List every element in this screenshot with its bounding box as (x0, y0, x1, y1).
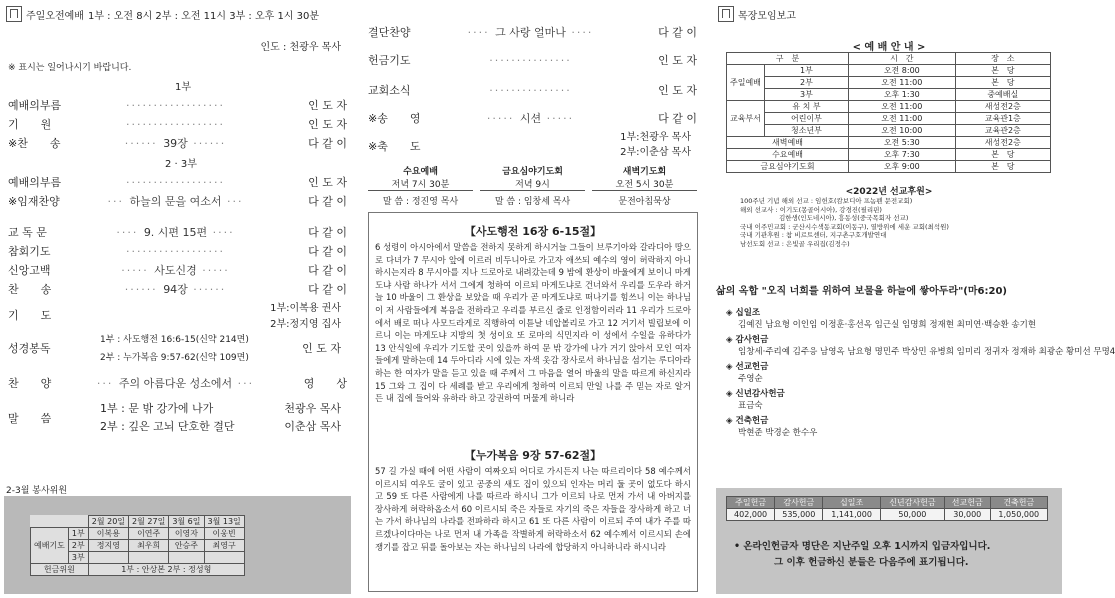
order-of-service-column (0, 0, 355, 598)
church-logo-icon (6, 6, 22, 22)
order-row: ※송 영 ····· 시션 ····· 다 같 이 (368, 112, 697, 125)
reading-2: 2부 : 누가복음 9:57-62(신약 109면) (100, 353, 249, 363)
benediction-2: 2부:이춘삼 목사 (620, 147, 691, 158)
schedule-table: 구 분 시 간 장 소 주일예배 1부 오전 8:00 본 당 2부 오전 11:00 본 당 3부 오후 1:30 중예배실 교육부서 유 치 부 오전 11:00 새성전2층 어린이부 오전 11:00 교육관1층 청소년부 오전 10:00 교육관2층 새벽예배 오전 5:30 새성전2층 수요예배 오후 7:30 본 당 금요심야기도회 오후 9:00 본 당 (726, 52, 1051, 173)
header (712, 0, 1066, 22)
offering-names: 박현준 박경순 한수우 (738, 427, 818, 438)
offering-category: ◈ 감사헌금 (726, 335, 769, 345)
offering-names: 표금숙 (738, 400, 763, 411)
offering-names: 임창세·주리예 김주응 남영옥 남요형 명민주 박상민 유병희 임미리 정귀자 정재하 최광순 황미선 무명4 (738, 346, 1115, 357)
offering-totals-table: 주일헌금 감사헌금 십일조 신년감사헌금 선교헌금 건축헌금 402,000 535,000 1,141,000 50,000 30,000 1,050,000 (726, 496, 1048, 521)
offering-category: ◈ 선교헌금 (726, 362, 769, 372)
order-row: 찬 양 ··· 주의 아름다운 성소에서 ··· 영 상 (8, 377, 347, 390)
reading-right: 인 도 자 (302, 342, 341, 355)
service-block: 수요예배 저녁 7시 30분 말 씀 : 정진영 목사 (368, 164, 473, 207)
prayer-1: 1부:이복용 권사 (270, 303, 341, 314)
sermon-1: 1부 : 문 밖 강가에 나가 (100, 402, 214, 415)
standing-note: ※ 표시는 일어나시기 바랍니다. (8, 63, 132, 73)
online-note-1: • 온라인헌금자 명단은 지난주일 오후 1시까지 입금자입니다. (734, 541, 991, 552)
order-row: 교 독 문 ···· 9. 시편 15편 ···· 다 같 이 (8, 226, 347, 239)
benediction-label: ※축 도 (368, 140, 421, 153)
service-block: 새벽기도회 오전 5시 30분 문전아침묵상 (592, 164, 697, 207)
schedule-title: < 예 배 안 내 > (852, 42, 926, 53)
order-row: ※임재찬양 ··· 하늘의 문을 여소서 ··· 다 같 이 (8, 195, 347, 208)
scripture1-title: 【사도행전 16장 6-15절】 (464, 225, 602, 238)
offering-names: 주영순 (738, 373, 763, 384)
servers-title: 2-3월 봉사위원 (6, 486, 68, 496)
mission-title: <2022년 선교후원> (845, 187, 933, 197)
sermon-preacher-2: 이춘삼 목사 (284, 420, 341, 433)
order-row: 예배의부름 ·················· 인 도 자 (8, 175, 347, 189)
header (0, 0, 355, 22)
header-times: 1부 : 오전 8시 2부 : 오전 11시 3부 : 오후 1시 30분 (87, 10, 320, 22)
sermon-label: 말 씀 (8, 412, 52, 425)
header-title: 주일오전예배 (26, 10, 84, 22)
sermon-2: 2부 : 깊은 고뇌 단호한 결단 (100, 420, 235, 433)
order-continued-column (360, 0, 705, 598)
sermon-preacher-1: 천광우 목사 (284, 402, 341, 415)
part1-label: 1부 (175, 82, 192, 93)
offering-category: ◈ 신년감사헌금 (726, 389, 785, 399)
church-logo-icon (718, 6, 734, 22)
scripture-box (368, 212, 698, 592)
scripture2-text: 57 길 가실 때에 어떤 사람이 여짜오되 어디로 가시든지 나는 따르리이다 58 예수께서 이르시되 여우도 굴이 있고 공중의 새도 집이 있으되 인자는 머리 둘 곳이 없도다 하시고 59 또 다른 사람에게 나를 따르라 하시니 그가 이르되 나로 먼저 가서 내 아버지를 장사하게 허락하옵소서 60 이르시되 죽은 자들로 자기의 죽은 자들을 장사하게 하고 너는 가서 하나님의 나라를 전파하라 하시고 61 또 다른 사람이 이르되 주여 내가 주를 따르겠나이다마는 나로 먼저 내 가족을 작별하게 허락하소서 62 예수께서 이르시되 손에 쟁기를 잡고 뒤를 돌아보는 자는 하나님의 나라에 합당하지 아니하니라 하시니라 (375, 466, 691, 552)
service-block: 금요심야기도회 저녁 9시 말 씀 : 임창세 목사 (480, 164, 585, 207)
order-row: 참회기도 ·················· 다 같 이 (8, 244, 347, 258)
offering-category: ◈ 건축헌금 (726, 416, 769, 426)
order-row: 기 원 ·················· 인 도 자 (8, 117, 347, 131)
offering-names: 김예진 남요형 이인임 이정훈·홍선옥 임근실 임명희 정재현 최미연·백승환 송기현 (738, 319, 1036, 330)
scripture2-title: 【누가복음 9장 57-62절】 (464, 449, 602, 462)
order-row: ※찬 송 ······ 39장 ······ 다 같 이 (8, 137, 347, 150)
reading-1: 1부 : 사도행전 16:6-15(신약 214면) (100, 335, 249, 345)
order-row: 헌금기도 ··············· 인 도 자 (368, 53, 697, 67)
reports-column (712, 0, 1115, 598)
offering-theme: 삶의 옥합 "오직 너희를 위하여 보물을 하늘에 쌓아두라"(마6:20) (716, 286, 1007, 297)
weekday-services (368, 164, 698, 207)
order-row: 예배의부름 ·················· 인 도 자 (8, 98, 347, 112)
leader: 인도 : 천광우 목사 (260, 42, 341, 53)
offering-category: ◈ 십일조 (726, 308, 761, 318)
offering-list (726, 308, 1115, 439)
reading-label: 성경봉독 (8, 342, 51, 355)
order-row: 결단찬양 ···· 그 사랑 얼마나 ···· 다 같 이 (368, 26, 697, 39)
prayer-label: 기 도 (8, 309, 52, 322)
online-note-2: 그 이후 헌금하신 분들은 다음주에 표기됩니다. (774, 557, 969, 568)
part23-label: 2 · 3부 (165, 159, 197, 170)
benediction-1: 1부:천광우 목사 (620, 132, 691, 143)
scripture1-text: 6 성령이 아시아에서 말씀을 전하지 못하게 하시거늘 그들이 브루기아와 갈라디아 땅으로 다녀가 7 무시아 앞에 이르러 비두니아로 가고자 애쓰되 예수의 영이 허락하지 아니하시는지라 8 무시아를 지나 드로아로 내려갔는데 9 밤에 환상이 바울에게 보이니 마게도냐 사람 하나가 서서 그에게 청하여 이르되 마게도냐로 건너와서 우리를 도우라 하거늘 10 바울이 그 환상을 보았을 때 우리가 곧 마게도냐로 떠나기를 힘쓰니 이는 하나님이 저 사람들에게 복음을 전하라고 우리를 부르신 줄로 인정함이러라 11 우리가 드로아에서 배로 떠나 사모드라게로 직행하여 이튿날 네압볼리로 가고 12 거기서 빌립보에 이르니 이는 마게도냐 지방의 첫 성이요 또 로마의 식민지라 이 성에서 수일을 유하다가 13 안식일에 우리가 기도할 곳이 있을까 하여 문 밖 강가에 나가 거기 앉아서 모인 여자들에게 말하는데 14 두아디라 시에 있는 자색 옷감 장사로서 하나님을 섬기는 루디아라 하는 한 여자가 말을 듣고 있을 때 주께서 그 마음을 열어 바울의 말을 따르게 하신지라 15 그와 그 집이 다 세례를 받고 우리에게 청하여 이르되 만일 나를 주 믿는 자로 알거든 내 집에 들어와 유하라 하고 강권하여 머물게 하니라 (375, 242, 691, 404)
header-title: 목장모임보고 (738, 10, 796, 22)
order-row: 찬 송 ······ 94장 ······ 다 같 이 (8, 283, 347, 296)
prayer-2: 2부:정지영 집사 (270, 319, 341, 330)
order-row: 신앙고백 ····· 사도신경 ····· 다 같 이 (8, 264, 347, 277)
order-row: 교회소식 ··············· 인 도 자 (368, 83, 697, 97)
mission-list: 100주년 기념 해외 선교 : 임헌호(캄보디아 프놈펜 문전교회) 해외 선교사 : 이기도(몽골어시아), 강경진(필리핀) 김한생(인도네시아), 흥동성(중국목회자 선교) 국내 이주민교회 : 군산시수색동교회(이동구), 열방위에 세운 교회(최석원) 국내 기관후원 : 참 비르트센터, 지구촌구호개발연대 남선도회 선교 : 은빛골 우리집(김정수) (740, 197, 949, 248)
servers-table: 2월 20일 2월 27일 3월 6일 3월 13일 예배기도 1부 이복용 이연주 이영자 이웅빈 2부 정지영 최우희 안승주 최영구 3부 헌금위원 1부 : 안상본 2부 : 정성형 (30, 515, 245, 576)
